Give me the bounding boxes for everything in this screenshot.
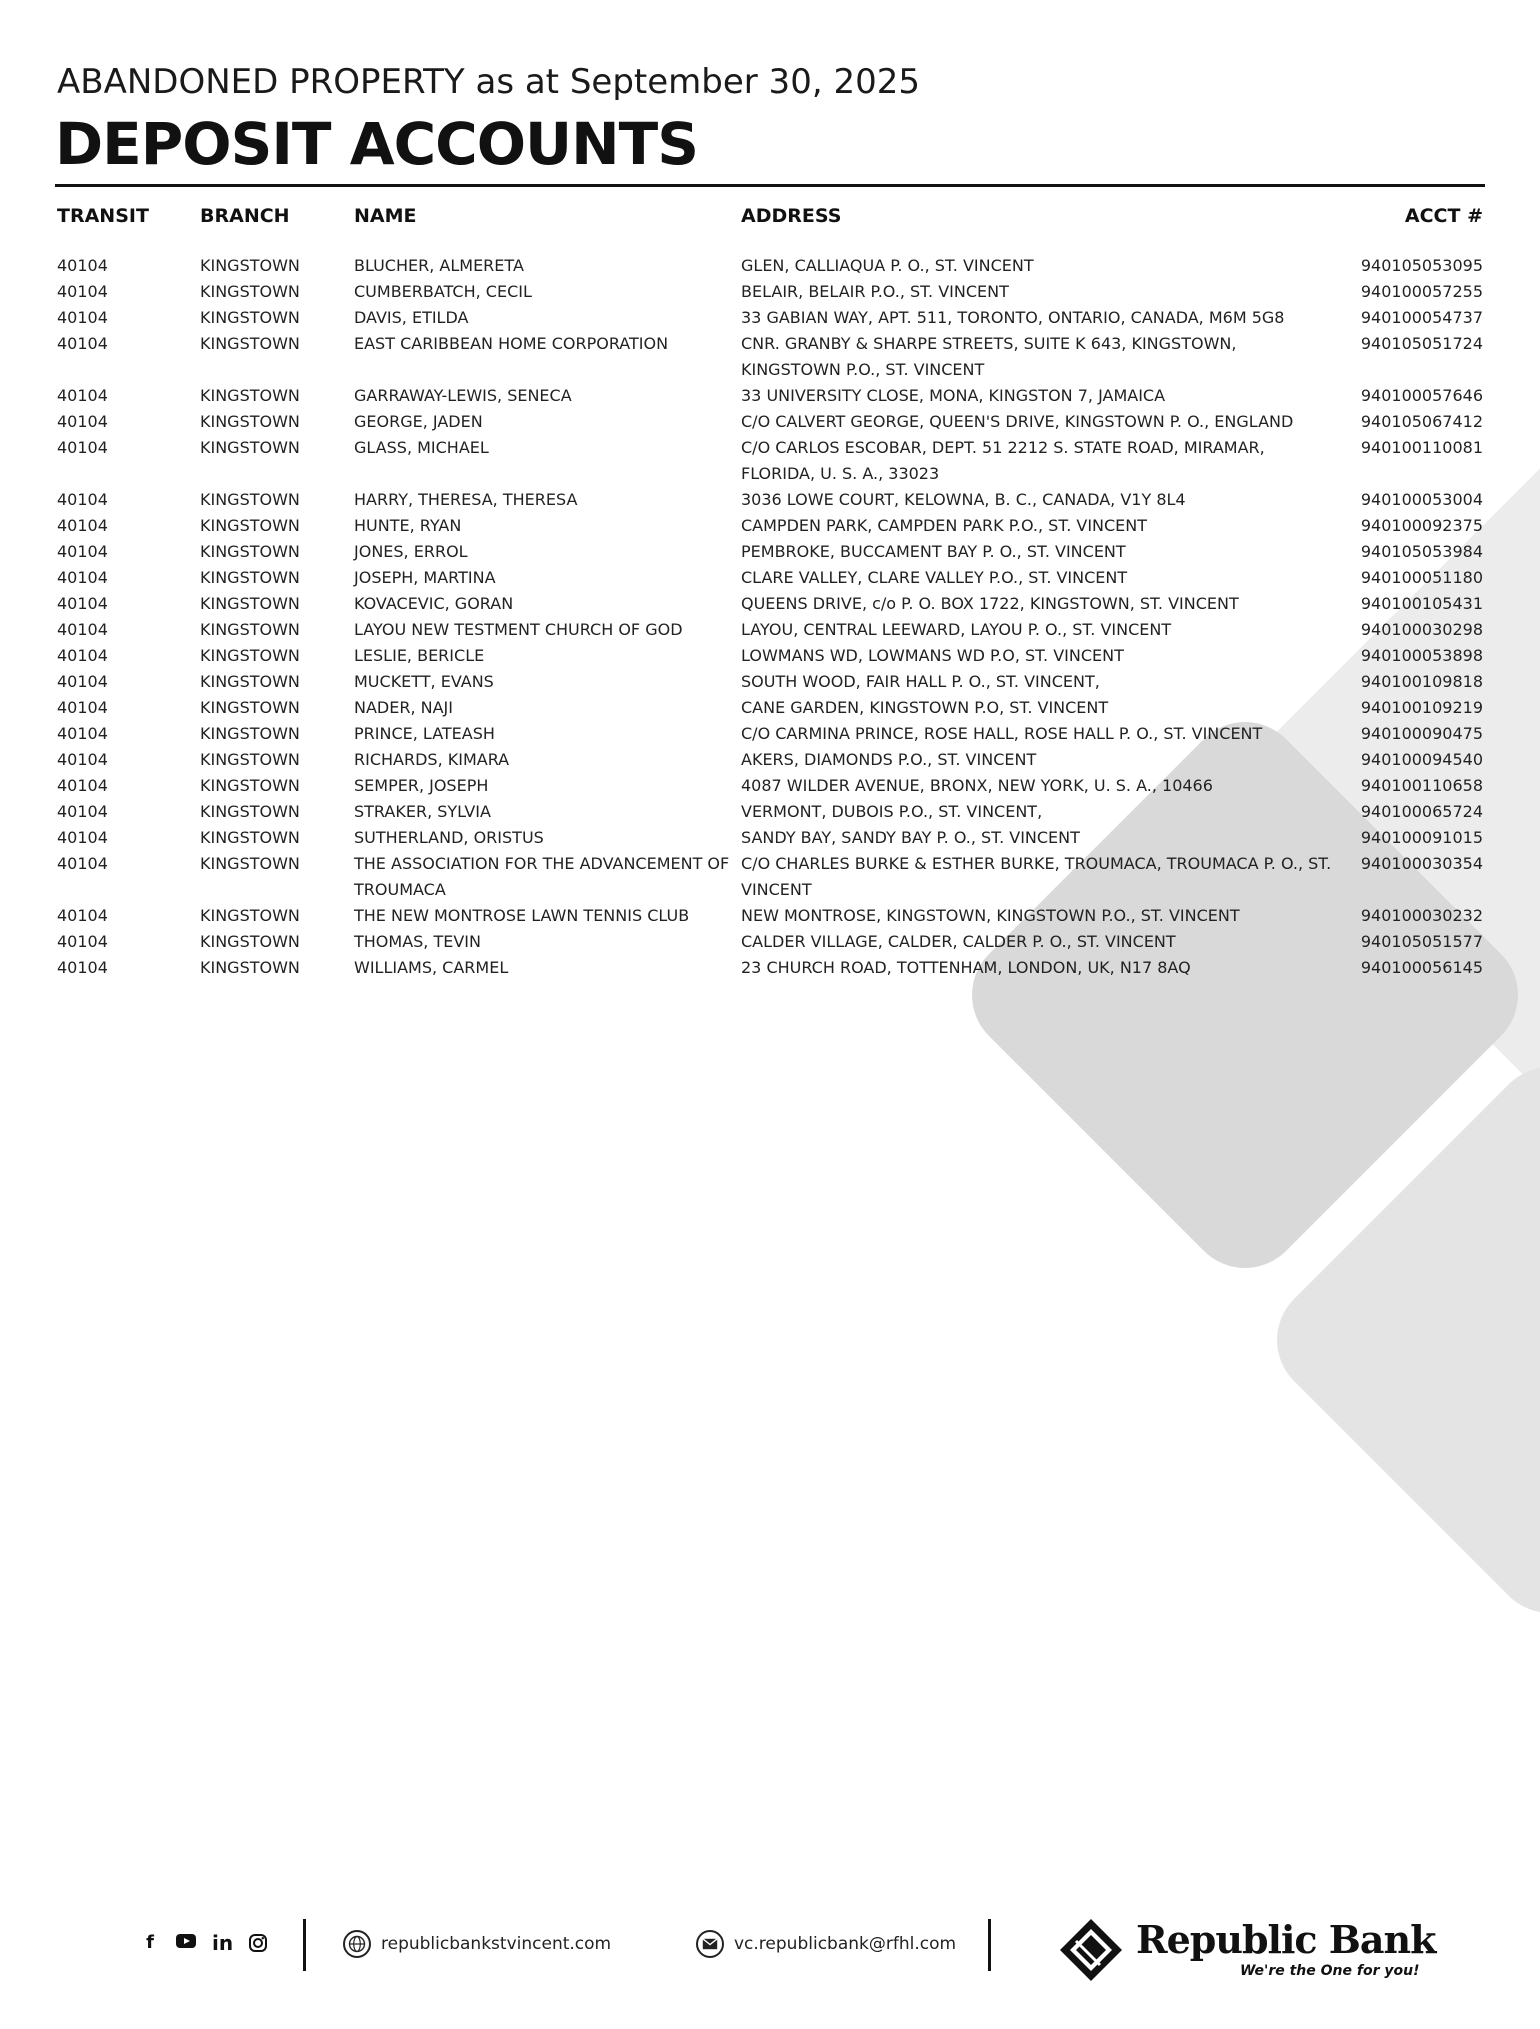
cell-address: C/O CARLOS ESCOBAR, DEPT. 51 2212 S. STATE ROAD, MIRAMAR, FLORIDA, U. S. A., 33023: [741, 438, 1265, 483]
cell-branch: KINGSTOWN: [200, 932, 300, 951]
table-row: [57, 253, 1483, 279]
table-row: [57, 617, 1483, 643]
table-row: [57, 591, 1483, 617]
cell-acct: 940100053004: [1360, 490, 1483, 509]
cell-acct: 940100110658: [1360, 776, 1483, 795]
cell-name: CUMBERBATCH, CECIL: [354, 282, 532, 301]
cell-address: GLEN, CALLIAQUA P. O., ST. VINCENT: [741, 256, 1034, 275]
table-row: [57, 513, 1483, 539]
column-header-transit: TRANSIT: [57, 205, 149, 227]
cell-branch: KINGSTOWN: [200, 438, 300, 457]
cell-name: SEMPER, JOSEPH: [354, 776, 489, 795]
cell-name: RICHARDS, KIMARA: [354, 750, 510, 769]
table-row: [57, 903, 1483, 929]
cell-transit: 40104: [57, 386, 108, 405]
table-row: [57, 799, 1483, 825]
cell-branch: KINGSTOWN: [200, 516, 300, 535]
cell-name: JONES, ERROL: [354, 542, 468, 561]
cell-name: WILLIAMS, CARMEL: [354, 958, 509, 977]
title-divider: [55, 184, 1485, 187]
cell-address: C/O CALVERT GEORGE, QUEEN'S DRIVE, KINGSTOWN P. O., ENGLAND: [741, 412, 1294, 431]
cell-transit: 40104: [57, 776, 108, 795]
linkedin-icon[interactable]: in: [212, 1931, 234, 1955]
cell-acct: 940100054737: [1360, 308, 1483, 327]
column-header-acct: ACCT #: [1404, 205, 1483, 227]
cell-transit: 40104: [57, 594, 108, 613]
cell-name: HUNTE, RYAN: [354, 516, 462, 535]
cell-address: C/O CHARLES BURKE & ESTHER BURKE, TROUMACA, TROUMACA P. O., ST. VINCENT: [741, 854, 1332, 899]
cell-name: BLUCHER, ALMERETA: [354, 256, 524, 275]
cell-address: SOUTH WOOD, FAIR HALL P. O., ST. VINCENT,: [741, 672, 1100, 691]
table-row: [57, 773, 1483, 799]
table-row: [57, 331, 1483, 383]
cell-name: JOSEPH, MARTINA: [354, 568, 496, 587]
brand-logo: [1056, 1911, 1436, 1981]
cell-acct: 940100030298: [1360, 620, 1483, 639]
cell-transit: 40104: [57, 490, 108, 509]
cell-branch: KINGSTOWN: [200, 256, 300, 275]
cell-branch: KINGSTOWN: [200, 854, 300, 873]
table-body: [57, 253, 1483, 981]
cell-name: LESLIE, BERICLE: [354, 646, 485, 665]
cell-acct: 940100092375: [1360, 516, 1483, 535]
cell-branch: KINGSTOWN: [200, 490, 300, 509]
cell-transit: 40104: [57, 334, 108, 353]
cell-address: QUEENS DRIVE, c/o P. O. BOX 1722, KINGSTOWN, ST. VINCENT: [741, 594, 1239, 613]
cell-transit: 40104: [57, 906, 108, 925]
cell-name: THE NEW MONTROSE LAWN TENNIS CLUB: [354, 906, 690, 925]
cell-name: SUTHERLAND, ORISTUS: [354, 828, 544, 847]
cell-address: CAMPDEN PARK, CAMPDEN PARK P.O., ST. VINCENT: [741, 516, 1148, 535]
cell-transit: 40104: [57, 672, 108, 691]
cell-transit: 40104: [57, 958, 108, 977]
cell-name: PRINCE, LATEASH: [354, 724, 495, 743]
cell-name: KOVACEVIC, GORAN: [354, 594, 514, 613]
cell-acct: 940100030354: [1360, 854, 1483, 873]
cell-branch: KINGSTOWN: [200, 568, 300, 587]
website-link[interactable]: [343, 1930, 611, 1958]
page-title: DEPOSIT ACCOUNTS: [55, 110, 698, 178]
cell-branch: KINGSTOWN: [200, 776, 300, 795]
republic-bank-logo-icon: [1056, 1915, 1126, 1985]
table-row: [57, 383, 1483, 409]
cell-address: CALDER VILLAGE, CALDER, CALDER P. O., ST. VINCENT: [741, 932, 1176, 951]
cell-transit: 40104: [57, 412, 108, 431]
cell-name: NADER, NAJI: [354, 698, 453, 717]
cell-acct: 940100065724: [1360, 802, 1483, 821]
cell-transit: 40104: [57, 620, 108, 639]
envelope-icon: [696, 1930, 724, 1958]
cell-name: THE ASSOCIATION FOR THE ADVANCEMENT OF TROUMACA: [354, 854, 730, 899]
cell-branch: KINGSTOWN: [200, 282, 300, 301]
email-text: vc.republicbank@rfhl.com: [734, 1934, 957, 1954]
cell-acct: 940100053898: [1360, 646, 1483, 665]
cell-name: LAYOU NEW TESTMENT CHURCH OF GOD: [354, 620, 683, 639]
cell-branch: KINGSTOWN: [200, 308, 300, 327]
table-row: [57, 565, 1483, 591]
cell-acct: 940100051180: [1360, 568, 1483, 587]
instagram-icon[interactable]: [248, 1933, 268, 1953]
table-row: [57, 955, 1483, 981]
website-text: republicbankstvincent.com: [381, 1934, 612, 1954]
cell-branch: KINGSTOWN: [200, 828, 300, 847]
cell-branch: KINGSTOWN: [200, 386, 300, 405]
cell-branch: KINGSTOWN: [200, 698, 300, 717]
cell-transit: 40104: [57, 568, 108, 587]
cell-name: HARRY, THERESA, THERESA: [354, 490, 578, 509]
cell-name: GARRAWAY-LEWIS, SENECA: [354, 386, 572, 405]
table-row: [57, 487, 1483, 513]
globe-icon: [343, 1930, 371, 1958]
table-row: [57, 929, 1483, 955]
table-row: [57, 747, 1483, 773]
footer-divider: [303, 1919, 306, 1971]
cell-address: CANE GARDEN, KINGSTOWN P.O, ST. VINCENT: [741, 698, 1109, 717]
cell-acct: 940105053095: [1360, 256, 1483, 275]
cell-transit: 40104: [57, 932, 108, 951]
cell-acct: 940105051577: [1360, 932, 1483, 951]
cell-transit: 40104: [57, 854, 108, 873]
cell-transit: 40104: [57, 438, 108, 457]
cell-address: LAYOU, CENTRAL LEEWARD, LAYOU P. O., ST. VINCENT: [741, 620, 1172, 639]
cell-acct: 940105053984: [1360, 542, 1483, 561]
cell-branch: KINGSTOWN: [200, 334, 300, 353]
cell-branch: KINGSTOWN: [200, 542, 300, 561]
cell-address: 3036 LOWE COURT, KELOWNA, B. C., CANADA, V1Y 8L4: [741, 490, 1186, 509]
cell-acct: 940100056145: [1360, 958, 1483, 977]
cell-transit: 40104: [57, 542, 108, 561]
cell-acct: 940100091015: [1360, 828, 1483, 847]
table-header-row: [57, 205, 1483, 253]
cell-transit: 40104: [57, 724, 108, 743]
accounts-table: [57, 205, 1483, 981]
cell-address: 4087 WILDER AVENUE, BRONX, NEW YORK, U. S. A., 10466: [741, 776, 1213, 795]
table-row: [57, 695, 1483, 721]
cell-transit: 40104: [57, 828, 108, 847]
cell-branch: KINGSTOWN: [200, 750, 300, 769]
cell-address: 33 UNIVERSITY CLOSE, MONA, KINGSTON 7, JAMAICA: [741, 386, 1166, 405]
cell-acct: 940100057646: [1360, 386, 1483, 405]
cell-branch: KINGSTOWN: [200, 594, 300, 613]
cell-branch: KINGSTOWN: [200, 906, 300, 925]
cell-acct: 940100057255: [1360, 282, 1483, 301]
table-row: [57, 643, 1483, 669]
table-row: [57, 539, 1483, 565]
cell-name: THOMAS, TEVIN: [354, 932, 481, 951]
cell-acct: 940100109219: [1360, 698, 1483, 717]
cell-acct: 940100030232: [1360, 906, 1483, 925]
cell-name: DAVIS, ETILDA: [354, 308, 469, 327]
cell-address: AKERS, DIAMONDS P.O., ST. VINCENT: [741, 750, 1037, 769]
cell-address: CNR. GRANBY & SHARPE STREETS, SUITE K 643, KINGSTOWN, KINGSTOWN P.O., ST. VINCENT: [741, 334, 1237, 379]
footer-divider: [988, 1919, 991, 1971]
cell-acct: 940105067412: [1360, 412, 1483, 431]
cell-branch: KINGSTOWN: [200, 724, 300, 743]
cell-acct: 940100109818: [1360, 672, 1483, 691]
social-links: [140, 1933, 268, 1953]
brand-tagline: We're the One for you!: [1240, 1963, 1420, 1979]
page-subtitle: ABANDONED PROPERTY as at September 30, 2025: [57, 62, 920, 102]
email-link[interactable]: [696, 1930, 956, 1958]
cell-address: BELAIR, BELAIR P.O., ST. VINCENT: [741, 282, 1009, 301]
cell-address: CLARE VALLEY, CLARE VALLEY P.O., ST. VINCENT: [741, 568, 1128, 587]
cell-name: MUCKETT, EVANS: [354, 672, 494, 691]
footer: [0, 1905, 1540, 1985]
cell-address: 23 CHURCH ROAD, TOTTENHAM, LONDON, UK, N17 8AQ: [741, 958, 1191, 977]
facebook-icon[interactable]: f: [146, 1932, 154, 1953]
table-row: [57, 721, 1483, 747]
table-row: [57, 305, 1483, 331]
cell-branch: KINGSTOWN: [200, 620, 300, 639]
cell-address: 33 GABIAN WAY, APT. 511, TORONTO, ONTARIO, CANADA, M6M 5G8: [741, 308, 1285, 327]
cell-transit: 40104: [57, 698, 108, 717]
cell-address: SANDY BAY, SANDY BAY P. O., ST. VINCENT: [741, 828, 1080, 847]
cell-branch: KINGSTOWN: [200, 412, 300, 431]
cell-acct: 940105051724: [1360, 334, 1483, 353]
table-row: [57, 851, 1483, 903]
table-row: [57, 669, 1483, 695]
cell-branch: KINGSTOWN: [200, 672, 300, 691]
cell-transit: 40104: [57, 282, 108, 301]
cell-name: GEORGE, JADEN: [354, 412, 483, 431]
cell-address: LOWMANS WD, LOWMANS WD P.O, ST. VINCENT: [741, 646, 1124, 665]
cell-transit: 40104: [57, 750, 108, 769]
column-header-branch: BRANCH: [200, 205, 290, 227]
cell-name: STRAKER, SYLVIA: [354, 802, 491, 821]
cell-acct: 940100094540: [1360, 750, 1483, 769]
cell-acct: 940100090475: [1360, 724, 1483, 743]
table-row: [57, 409, 1483, 435]
brand-name: Republic Bank: [1136, 1917, 1436, 1962]
cell-address: C/O CARMINA PRINCE, ROSE HALL, ROSE HALL P. O., ST. VINCENT: [741, 724, 1263, 743]
cell-transit: 40104: [57, 646, 108, 665]
cell-branch: KINGSTOWN: [200, 802, 300, 821]
cell-transit: 40104: [57, 308, 108, 327]
cell-address: PEMBROKE, BUCCAMENT BAY P. O., ST. VINCENT: [741, 542, 1126, 561]
cell-name: EAST CARIBBEAN HOME CORPORATION: [354, 334, 669, 353]
table-row: [57, 279, 1483, 305]
table-row: [57, 825, 1483, 851]
cell-acct: 940100105431: [1360, 594, 1483, 613]
table-row: [57, 435, 1483, 487]
cell-acct: 940100110081: [1360, 438, 1483, 457]
column-header-name: NAME: [354, 205, 417, 227]
cell-branch: KINGSTOWN: [200, 958, 300, 977]
cell-address: VERMONT, DUBOIS P.O., ST. VINCENT,: [741, 802, 1043, 821]
cell-transit: 40104: [57, 802, 108, 821]
youtube-icon[interactable]: [176, 1933, 196, 1953]
cell-branch: KINGSTOWN: [200, 646, 300, 665]
cell-transit: 40104: [57, 516, 108, 535]
column-header-address: ADDRESS: [741, 205, 842, 227]
cell-address: NEW MONTROSE, KINGSTOWN, KINGSTOWN P.O., ST. VINCENT: [741, 906, 1240, 925]
cell-transit: 40104: [57, 256, 108, 275]
cell-name: GLASS, MICHAEL: [354, 438, 489, 457]
